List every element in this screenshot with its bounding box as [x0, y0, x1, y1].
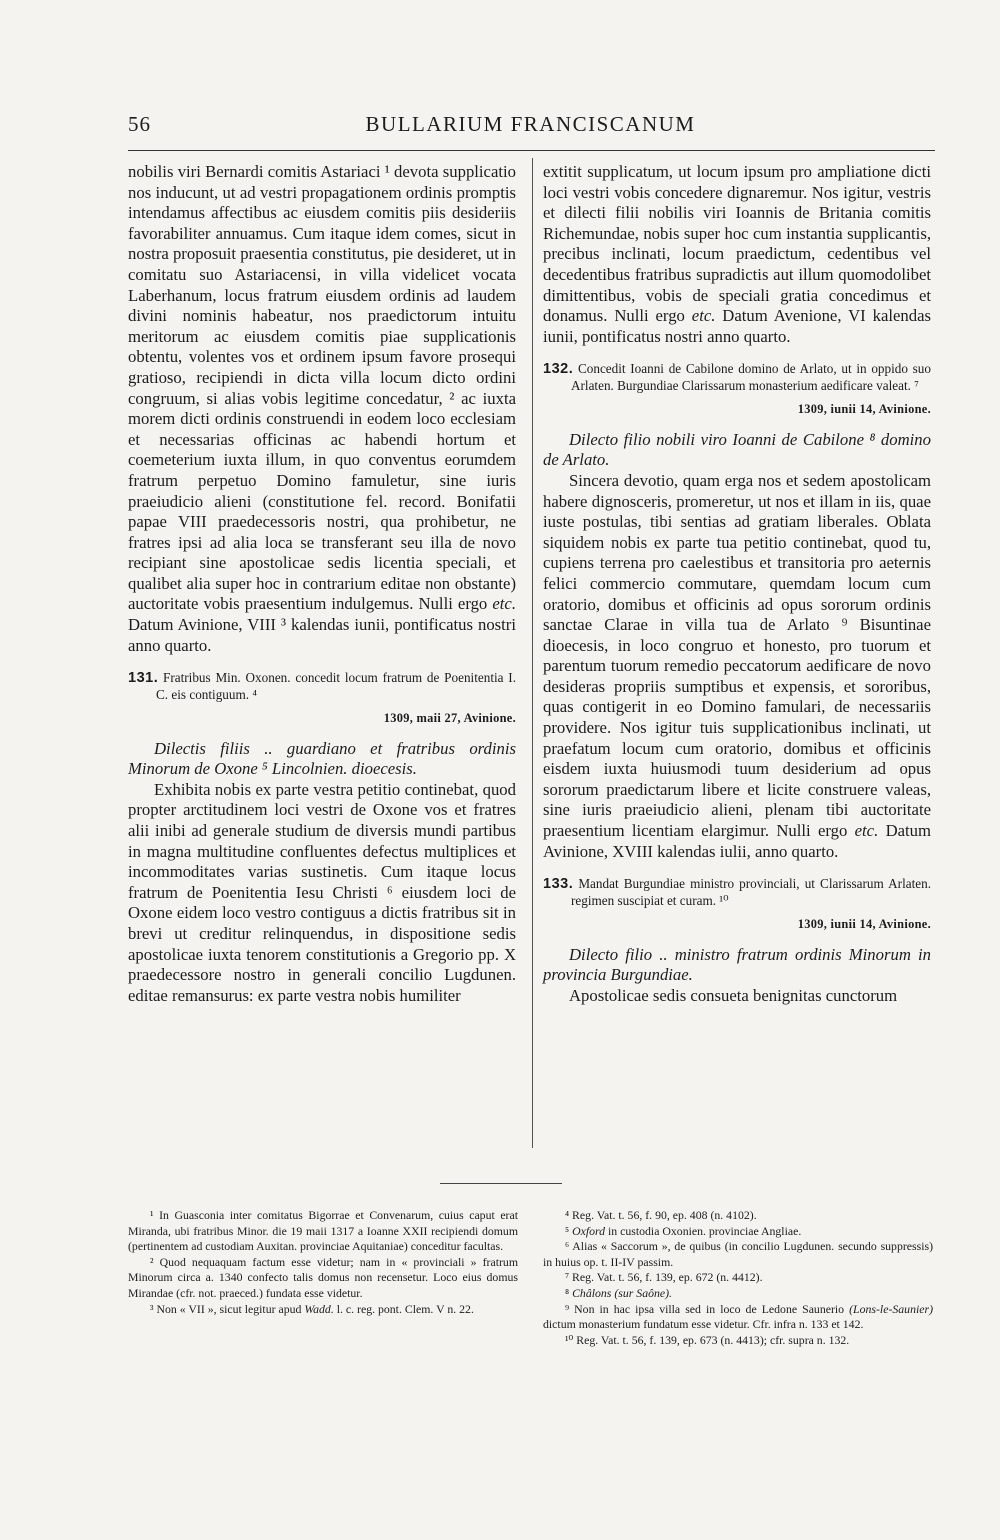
footnote-4: ⁴ Reg. Vat. t. 56, f. 90, ep. 408 (n. 4102).: [565, 1208, 757, 1222]
paragraph-text: nobilis viri Bernardi comitis Astariaci ¹ devota supplicatio nos inducunt, ut ad vestri propagationem ordinis promptis intendamus affectibus ac eiusdem comitis piis desideriis favorabiliter annuamus. Cum itaque idem comes, sicut in nostra proposuit praesentia constitutus, pie desideret, ut in comitatu suo Astariacensi, in villa videlicet vocata Laberhanum, locus fratrum eiusdem ordinis ad laudem divini nominis habeatur, nos praedictorum intuitu meritorum ac eiusdem comitis piae supplicationis obtentu, volentes vos et ordinem ipsum favore prosequi gratioso, recipiendi in dicta villa locum dicto ordini congruum, si alias vobis legitime concedatur, ² ac iuxta morem dicti ordinis construendi in eodem loco ecclesiam et necessarias officinas ac habendi hortum et coemeterium iuxta illum, in quo conventus eorumdem fratrum perpetuo Domino famuletur, sine iuris praeiudicio alieni (constitutione fel. record. Bonifatii papae VIII praedecessoris nostri, qua prohibetur, ne fratres ipsi ad alia loca se transferant seu illa de novo recipiant sine apostolicae sedis licentia speciali, et qualibet alia super hoc in contrarium editae non obstante) auctoritate vobis praesentium indulgemus. Nulli ergo: [128, 162, 516, 614]
footnote-text: dictum monasterium fundatum esse videtur. Cfr. infra n. 133 et 142.: [543, 1317, 864, 1332]
entry-131-date: 1309, maii 27, Avinione.: [383, 711, 516, 726]
entry-133-summary: [543, 876, 931, 908]
entry-132-address: Dilecto filio nobili viro Ioanni de Cabilone ⁸ domino de Arlato.: [543, 429, 931, 470]
footnote-text: l. c. reg. pont. Clem. V n. 22.: [333, 1301, 474, 1316]
dating-clause: Datum Avinione, XVIII kalendas iulii, anno quarto.: [543, 821, 931, 861]
footnotes-left: [128, 1208, 518, 1317]
footnote-place: (Lons-le-Saunier): [849, 1301, 933, 1316]
footnote-9: [543, 1302, 933, 1333]
paragraph-text: Sincera devotio, quam erga nos et sedem apostolicam habere dignosceris, promeretur, ut nos et illam in iis, quae iuste postulas, tibi sentias ad gratiam liberales. Oblata siquidem nobis ex parte tua petitio continebat, quod tu, cupiens terrena pro caelestibus et transitoria pro aeternis felici commercio commutare, quemdam locum cum oratorio, domibus et officinis ad opus sororum ordinis sanctae Clarae in villa tua de Arlato ⁹ Bisuntinae dioecesis, in loco congruo et honesto, pro tuorum et parentum tuorum remedio peccatorum aedificare de novo desideras propriis sumptibus et expensis, et sororibus, quas contigerit in eo Domino famulari, de necessariis providere. Nos igitur tuis supplicationibus inclinati, ut praefatum locum cum oratorio, domibus et officinis eisdem iuxta huiusmodi tuum desiderium ad opus sororum praedictarum libere et licite construere valeas, sine iuris praeiudicio alieni, plenam tibi auctoritate praesentium licentiam elargimur. Nulli ergo: [543, 470, 931, 841]
right-column: [543, 162, 931, 1006]
paragraph: [128, 162, 516, 656]
page-header: [128, 112, 933, 144]
footnote-3: [128, 1302, 518, 1318]
footnote-6: ⁶ Alias « Saccorum », de quibus (in concilio Lugdunen. secundo suppressis) in huius op. t. II-IV passim.: [543, 1239, 933, 1269]
footnote-text: in custodia Oxonien. provinciae Angliae.: [605, 1223, 802, 1238]
footnote-text: ³ Non « VII », sicut legitur apud: [150, 1301, 305, 1316]
footnote-2: ² Quod nequaquam factum esse videtur; nam in « provinciali » fratrum Minorum circa a. 1340 confecto talis domus non recensetur. Loco eius domus Mirandae (cfr. not. praeced.) fundata esse videtur.: [128, 1254, 518, 1300]
entry-132-summary: [543, 361, 931, 393]
paragraph: [543, 162, 931, 347]
entry-133-address: Dilecto filio .. ministro fratrum ordinis Minorum in provincia Burgundiae.: [543, 944, 931, 985]
left-column: [128, 162, 516, 1006]
entry-number: 131.: [128, 670, 159, 687]
header-rule: [128, 150, 935, 151]
entry-summary-text: Concedit Ioanni de Cabilone domino de Arlato, ut in oppido suo Arlaten. Burgundiae Clarissarum monasterium aedificare valeat. ⁷: [571, 361, 931, 393]
page-number: 56: [128, 112, 151, 136]
footnote-place: Châlons (sur Saône).: [572, 1285, 673, 1300]
entry-summary-text: Fratribus Min. Oxonen. concedit locum fratrum de Poenitentia I. C. eis contiguum. ⁴: [156, 670, 516, 702]
footnote-marker: ⁸: [565, 1285, 573, 1300]
footnote-5: [543, 1224, 933, 1240]
entry-132-date: 1309, iunii 14, Avinione.: [797, 402, 931, 417]
footnote-citation: Wadd.: [304, 1301, 334, 1316]
footnote-7: ⁷ Reg. Vat. t. 56, f. 139, ep. 672 (n. 4412).: [565, 1270, 763, 1285]
etc-text: etc.: [691, 306, 716, 326]
footnotes-right: [543, 1208, 933, 1348]
footnote-10: ¹⁰ Reg. Vat. t. 56, f. 139, ep. 673 (n. 4413); cfr. supra n. 132.: [565, 1332, 850, 1347]
entry-summary-text: Mandat Burgundiae ministro provinciali, ut Clarissarum Arlaten. regimen suscipiat et curam. ¹⁰: [571, 876, 931, 908]
entry-number: 132.: [543, 361, 574, 378]
dating-clause: Datum Avenione, VI kalendas iunii, pontificatus nostri anno quarto.: [543, 306, 931, 346]
footnote-text: ⁹ Non in hac ipsa villa sed in loco de Ledone Saunerio: [565, 1301, 850, 1316]
paragraph: Exhibita nobis ex parte vestra petitio continebat, quod propter arctitudinem loci vestri de Oxone vos et fratres alii inibi ad generale studium de diversis mundi partibus in magna multitudine confluentes defectus multiplices et incommoditates varias sustinetis. Cum itaque locus fratrum de Poenitentia Iesu Christi ⁶ eiusdem loci de Oxone eidem loco vestro contiguus a dictis fratribus sit in brevi ut creditur relinquendus, in dispositione sedis apostolicae iuxta tenorem constitutionis a Gregorio pp. X praedecessore nostro in generali concilio Lugdunen. editae remansurus: ex parte vestra nobis humiliter: [128, 779, 516, 1005]
paragraph: [543, 471, 931, 862]
entry-133-date: 1309, iunii 14, Avinione.: [797, 917, 931, 932]
etc-text: etc.: [492, 594, 516, 614]
entry-131-summary: [128, 670, 516, 702]
footnote-8: [543, 1286, 933, 1302]
etc-text: etc.: [854, 821, 879, 841]
running-title: BULLARIUM FRANCISCANUM: [365, 112, 696, 136]
paragraph: Apostolicae sedis consueta benignitas cunctorum: [569, 985, 898, 1005]
footnote-1: ¹ In Guasconia inter comitatus Bigorrae et Convenarum, cuius caput erat Miranda, ubi fratribus Minor. die 19 maii 1317 a Ioanne XXII recipiendi domum (pertinentem ad custodiam Auxitan. provinciae Aquitaniae) conceditur facultas.: [128, 1208, 518, 1254]
paragraph-text: extitit supplicatum, ut locum ipsum pro ampliatione dicti loci vestri vobis concedere dignaremur. Nos igitur, vestris et dilecti filii nobilis viri Ioannis de Britania comitis Richemundae, nobis super hoc cum instantia supplicantis, precibus inclinati, locum praedictum, cedentibus vel decedentibus fratribus supradictis aut illum quomodolibet dimittentibus, vobis de speciali gratia concedimus et donamus. Nulli ergo: [543, 162, 931, 326]
footnote-marker: ⁵: [565, 1223, 573, 1238]
footnote-rule: [440, 1183, 562, 1184]
dating-clause: Datum Avinione, VIII ³ kalendas iunii, pontificatus nostri anno quarto.: [128, 615, 516, 655]
footnote-place: Oxford: [572, 1223, 606, 1238]
entry-131-address: Dilectis filiis .. guardiano et fratribus ordinis Minorum de Oxone ⁵ Lincolnien. dioecesis.: [128, 738, 516, 779]
column-divider: [532, 158, 533, 1148]
entry-number: 133.: [543, 876, 574, 893]
